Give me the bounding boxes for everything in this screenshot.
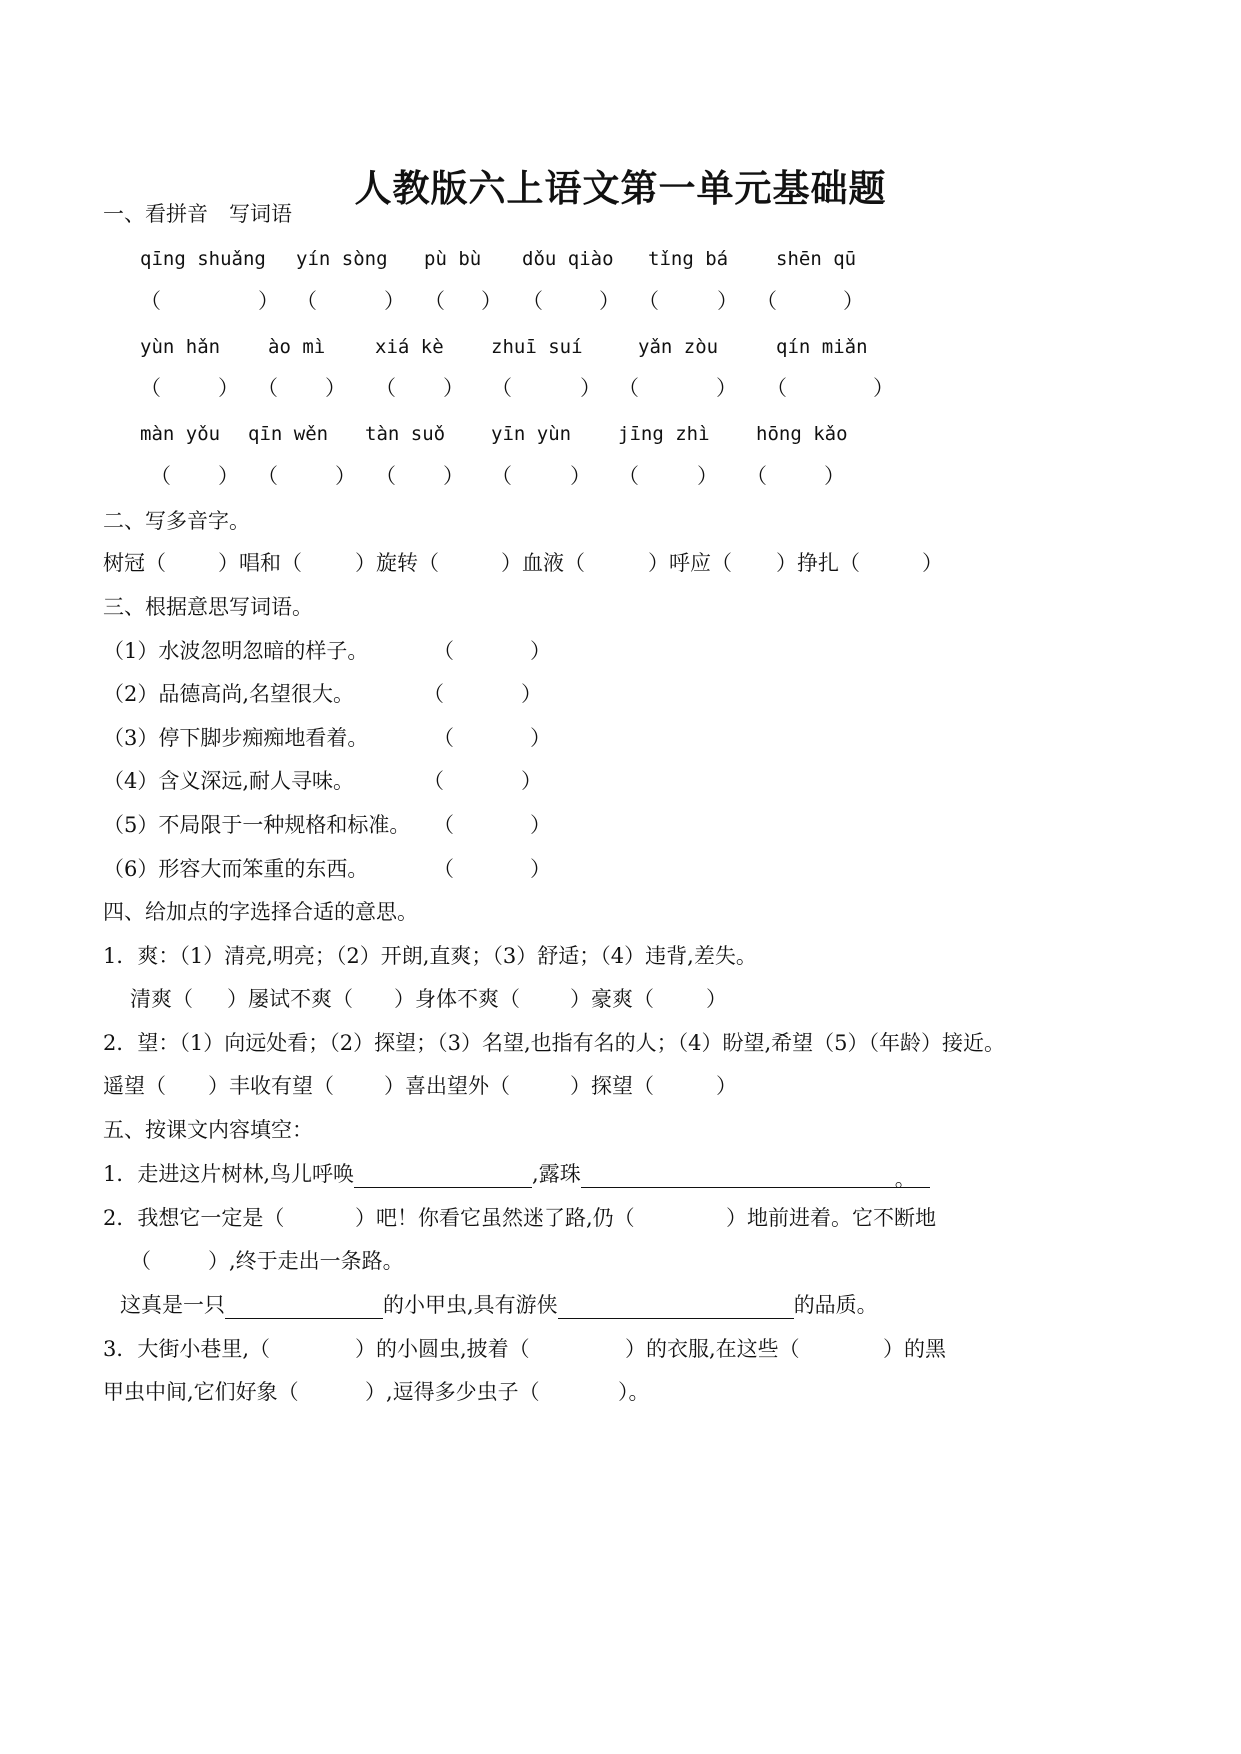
- meaning-item: （5）不局限于一种规格和标准。: [103, 813, 411, 837]
- answer-paren-close: ）: [716, 376, 737, 400]
- fill-text: ,露珠: [532, 1162, 581, 1186]
- meaning-item: （4）含义深远,耐人寻味。: [103, 769, 355, 793]
- answer-paren-open: （: [766, 376, 787, 400]
- word-item: ）豪爽（: [570, 987, 654, 1011]
- answer-paren-close: ）: [843, 289, 864, 313]
- answer-paren-open: （: [375, 464, 396, 488]
- answer-paren-open: （: [618, 464, 639, 488]
- pinyin-2-3: xiá kè: [375, 336, 444, 358]
- fill-text: 1．走进这片树林,鸟儿呼唤: [103, 1162, 355, 1186]
- answer-paren-close: ）: [443, 376, 464, 400]
- meaning-item: （3）停下脚步痴痴地看着。: [103, 726, 369, 750]
- answer-paren-open: （: [296, 289, 317, 313]
- fill-text: ）的小圆虫,披着（: [355, 1337, 530, 1361]
- answer-paren-close: ）: [717, 289, 738, 313]
- answer-paren-open: （: [424, 289, 445, 313]
- answer-blank[interactable]: [225, 1296, 383, 1319]
- question-2-text: 2．望：（1）向远处看；（2）探望；（3）名望,也指有名的人；（4）盼望,希望（5）（年龄）接近。: [103, 1031, 1006, 1055]
- answer-paren-open: （: [746, 464, 767, 488]
- polyphone-item: ）旋转（: [355, 551, 439, 575]
- answer-paren-close: ）: [530, 726, 551, 750]
- fill-text: ）的衣服,在这些（: [625, 1337, 800, 1361]
- polyphone-item: ）呼应（: [648, 551, 732, 575]
- word-item: 遥望（: [103, 1074, 166, 1098]
- answer-paren-open: （: [257, 376, 278, 400]
- answer-paren-open: （: [433, 813, 454, 837]
- pinyin-1-2: yín sòng: [296, 248, 388, 270]
- answer-blank[interactable]: [581, 1165, 895, 1188]
- fill-text: ）吧！你看它虽然迷了路,仍（: [355, 1206, 635, 1230]
- fill-line-2c: [120, 1291, 878, 1319]
- pinyin-2-5: yǎn zòu: [638, 336, 719, 358]
- page-title: 人教版六上语文第一单元基础题: [354, 166, 887, 210]
- word-item: ）探望（: [570, 1074, 654, 1098]
- pinyin-3-4: yīn yùn: [491, 423, 572, 445]
- answer-paren-open: （: [618, 376, 639, 400]
- answer-paren-close: ）: [873, 376, 894, 400]
- answer-paren-close: ）: [824, 464, 845, 488]
- meaning-item: （1）水波忽明忽暗的样子。: [103, 639, 369, 663]
- fill-text: 这真是一只: [120, 1293, 225, 1317]
- pinyin-1-5: tǐng bá: [648, 248, 729, 270]
- pinyin-3-2: qīn wěn: [248, 423, 329, 445]
- word-item: ）丰收有望（: [208, 1074, 334, 1098]
- fill-text: 3．大街小巷里,（: [103, 1337, 271, 1361]
- pinyin-1-4: dǒu qiào: [522, 248, 614, 270]
- answer-paren-close: ）: [580, 376, 601, 400]
- meaning-item: （6）形容大而笨重的东西。: [103, 857, 369, 881]
- pinyin-2-6: qín miǎn: [776, 336, 868, 358]
- polyphone-item: ）唱和（: [218, 551, 302, 575]
- word-item: 清爽（: [130, 987, 193, 1011]
- section-3-heading: 三、根据意思写词语。: [103, 595, 313, 619]
- answer-paren-open: （: [433, 726, 454, 750]
- answer-paren-open: （: [375, 376, 396, 400]
- pinyin-3-6: hōng kǎo: [756, 423, 848, 445]
- answer-paren-open: （: [433, 857, 454, 881]
- answer-paren-open: （: [522, 289, 543, 313]
- answer-paren-open: （: [423, 682, 444, 706]
- fill-text: 的品质。: [793, 1293, 878, 1317]
- fill-line-1: [103, 1160, 930, 1191]
- answer-paren-open: （: [423, 769, 444, 793]
- pinyin-1-3: pù bù: [424, 248, 482, 270]
- answer-blank[interactable]: [558, 1296, 794, 1319]
- word-item: ）喜出望外（: [384, 1074, 510, 1098]
- answer-paren-close: ）: [530, 813, 551, 837]
- fill-text: （: [130, 1249, 151, 1273]
- polyphone-item: ）挣扎（: [776, 551, 860, 575]
- fill-text: 的小甲虫,具有游侠: [383, 1293, 558, 1317]
- answer-paren-close: ）: [481, 289, 502, 313]
- answer-paren-open: （: [491, 376, 512, 400]
- pinyin-1-1: qīng shuǎng: [140, 248, 266, 270]
- word-item: ）身体不爽（: [394, 987, 520, 1011]
- answer-paren-close: ）: [599, 289, 620, 313]
- answer-paren-close: ）: [384, 289, 405, 313]
- answer-paren-close: ）: [258, 289, 279, 313]
- fill-text: 。: [895, 1165, 930, 1188]
- fill-text: ）,终于走出一条路。: [208, 1249, 404, 1273]
- section-2-heading: 二、写多音字。: [103, 509, 250, 533]
- answer-paren-close: ）: [521, 769, 542, 793]
- question-1-text: 1．爽：（1）清亮,明亮；（2）开朗,直爽；（3）舒适；（4）违背,差失。: [103, 944, 757, 968]
- pinyin-2-1: yùn hǎn: [140, 336, 221, 358]
- answer-paren-close: ）: [218, 376, 239, 400]
- pinyin-3-3: tàn suǒ: [365, 423, 446, 445]
- answer-paren-close: ）: [335, 464, 356, 488]
- fill-text: ）。: [618, 1380, 650, 1404]
- answer-paren-close: ）: [530, 639, 551, 663]
- meaning-item: （2）品德高尚,名望很大。: [103, 682, 355, 706]
- fill-text: ）的黑: [883, 1337, 946, 1361]
- word-item: ）屡试不爽（: [227, 987, 353, 1011]
- polyphone-item: ）: [922, 551, 943, 575]
- polyphone-item: 树冠（: [103, 551, 166, 575]
- pinyin-2-4: zhuī suí: [491, 336, 583, 358]
- section-4-heading: 四、给加点的字选择合适的意思。: [103, 900, 418, 924]
- fill-text: 2．我想它一定是（: [103, 1206, 285, 1230]
- answer-paren-close: ）: [697, 464, 718, 488]
- answer-paren-open: （: [150, 464, 171, 488]
- section-1-heading: 一、看拼音 写词语: [103, 202, 292, 226]
- answer-paren-open: （: [140, 376, 161, 400]
- answer-paren-open: （: [638, 289, 659, 313]
- word-item: ）: [706, 987, 727, 1011]
- answer-paren-close: ）: [521, 682, 542, 706]
- polyphone-item: ）血液（: [501, 551, 585, 575]
- answer-paren-close: ）: [325, 376, 346, 400]
- answer-paren-open: （: [756, 289, 777, 313]
- answer-paren-close: ）: [443, 464, 464, 488]
- fill-text: 甲虫中间,它们好象（: [103, 1380, 299, 1404]
- pinyin-1-6: shēn qū: [776, 248, 857, 270]
- word-item: ）: [716, 1074, 737, 1098]
- answer-paren-open: （: [433, 639, 454, 663]
- answer-blank[interactable]: [354, 1165, 532, 1188]
- answer-paren-close: ）: [218, 464, 239, 488]
- answer-paren-open: （: [257, 464, 278, 488]
- pinyin-3-5: jīng zhì: [618, 423, 710, 445]
- section-5-heading: 五、按课文内容填空：: [103, 1118, 313, 1142]
- fill-text: ）,逗得多少虫子（: [365, 1380, 540, 1404]
- pinyin-3-1: màn yǒu: [140, 423, 221, 445]
- fill-text: ）地前进着。它不断地: [726, 1206, 936, 1230]
- answer-paren-open: （: [491, 464, 512, 488]
- answer-paren-close: ）: [530, 857, 551, 881]
- pinyin-2-2: ào mì: [268, 336, 326, 358]
- answer-paren-open: （: [140, 289, 161, 313]
- answer-paren-close: ）: [570, 464, 591, 488]
